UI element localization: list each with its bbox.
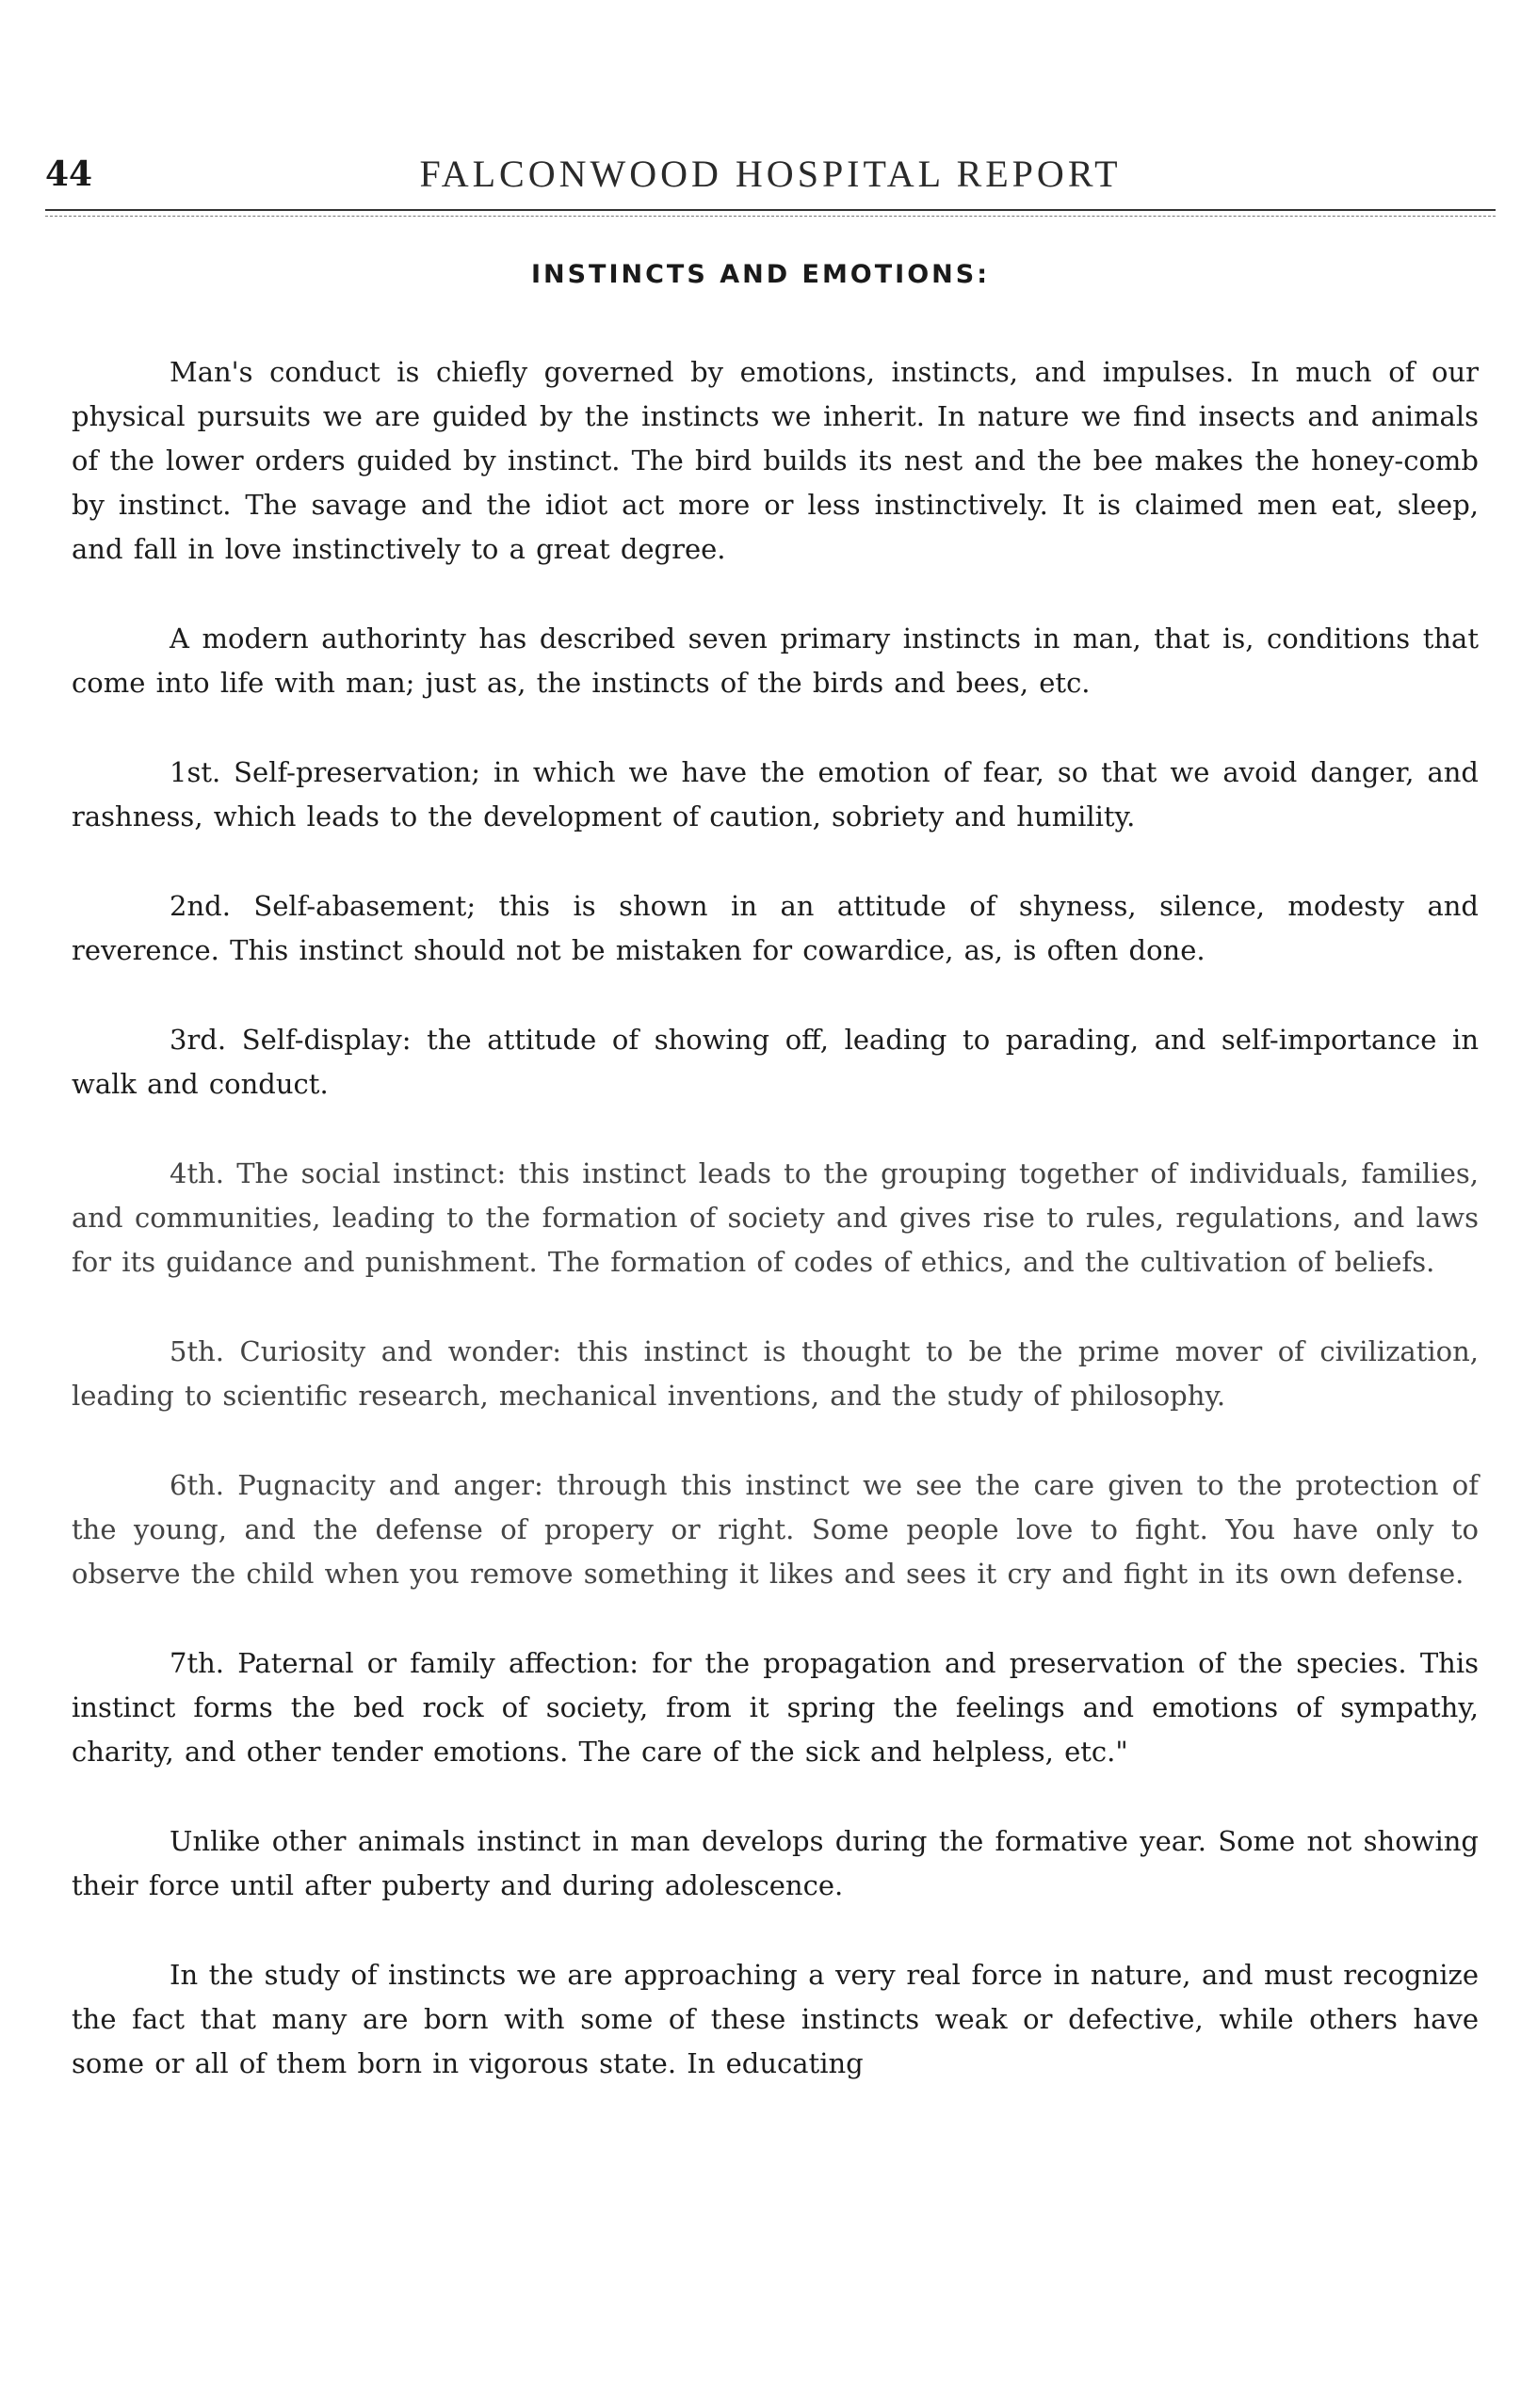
paragraph-study-of-instincts: In the study of instincts we are approaching a very real force in nature, and must recognize the fact that many are born with some of these instincts weak or defective, while others have some or all of them born in vigorous state. In educating bbox=[72, 1959, 1479, 2079]
section-title: INSTINCTS AND EMOTIONS: bbox=[530, 260, 991, 289]
paragraph-unlike-animals: Unlike other animals instinct in man develops during the formative year. Some not showing their force until after puberty and during adolescence. bbox=[72, 1825, 1479, 1901]
page-header bbox=[45, 151, 1496, 207]
paragraph-instinct-3: 3rd. Self-display: the attitude of showing off, leading to parading, and self-importance in walk and conduct. bbox=[72, 1024, 1479, 1100]
header-rule bbox=[45, 209, 1496, 211]
paragraph-instinct-7: 7th. Paternal or family affection: for the propagation and preservation of the species. This instinct forms the bed rock of society, from it spring the feelings and emotions of sympathy, charity, and other tender emotions. The care of the sick and helpless, etc." bbox=[72, 1647, 1479, 1768]
paragraph-instinct-6: 6th. Pugnacity and anger: through this instinct we see the care given to the protection of the young, and the defense of propery or right. Some people love to fight. You have only to observe the child when you remove something it likes and sees it cry and fight in its own defense. bbox=[72, 1469, 1479, 1590]
paragraph-instinct-1: 1st. Self-preservation; in which we have the emotion of fear, so that we avoid danger, and rashness, which leads to the development of caution, sobriety and humility. bbox=[72, 756, 1479, 832]
page-number: 44 bbox=[45, 154, 93, 194]
paragraph-instinct-2: 2nd. Self-abasement; this is shown in an attitude of shyness, silence, modesty and reverence. This instinct should not be mistaken for cowardice, as, is often done. bbox=[72, 890, 1479, 966]
paragraph-intro: Man's conduct is chiefly governed by emotions, instincts, and impulses. In much of our physical pursuits we are guided by the instincts we inherit. In nature we find insects and animals of the lower orders guided by instinct. The bird builds its nest and the bee makes the honey-comb by instinct. The savage and the idiot act more or less instinctively. It is claimed men eat, sleep, and fall in love instinctively to a great degree. bbox=[72, 356, 1479, 565]
running-title: FALCONWOOD HOSPITAL REPORT bbox=[419, 153, 1122, 195]
paragraph-modern-authority: A modern authorinty has described seven primary instincts in man, that is, conditions that come into life with man; just as, the instincts of the birds and bees, etc. bbox=[72, 622, 1479, 699]
header-rule-secondary bbox=[45, 216, 1496, 217]
paragraph-instinct-4: 4th. The social instinct: this instinct leads to the grouping together of individuals, families, and communities, leading to the formation of society and gives rise to rules, regulations, and laws for its guidance and punishment. The formation of codes of ethics, and the cultivation of beliefs. bbox=[72, 1157, 1479, 1278]
paragraph-instinct-5: 5th. Curiosity and wonder: this instinct is thought to be the prime mover of civilization, leading to scientific research, mechanical inventions, and the study of philosophy. bbox=[72, 1335, 1479, 1412]
body-text bbox=[72, 350, 1479, 2131]
